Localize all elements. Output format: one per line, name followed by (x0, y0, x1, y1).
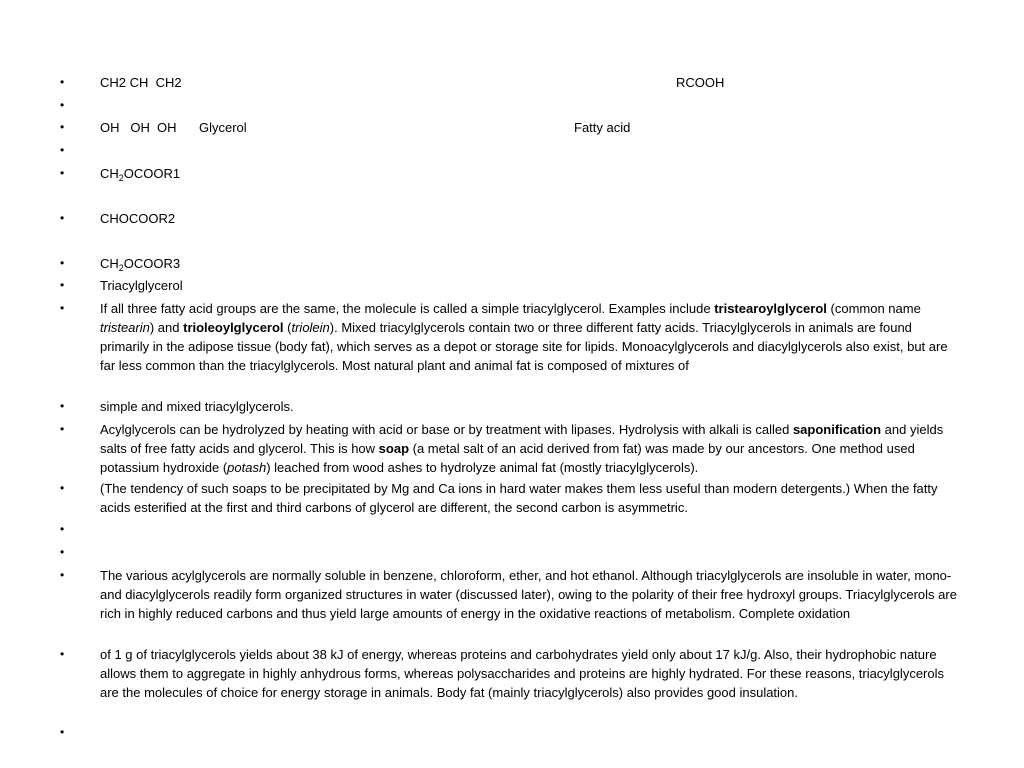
bullet-glyph: • (60, 75, 65, 89)
bullet-glyph: • (60, 422, 65, 436)
bullet-glyph: • (60, 143, 65, 157)
chocoor2-formula: CHOCOOR2 (100, 211, 176, 226)
bullet-glyph: • (60, 120, 65, 134)
bullet-glyph: • (60, 278, 65, 292)
bullet-glyph: • (60, 301, 65, 315)
paragraph-saponification: Acylglycerols can be hydrolyzed by heating with acid or base or by treatment with lipases. Hydrolysis with alkali is called saponification and yields salts of free fatty acids and glycerol. This is how soap (a metal salt of an acid derived from fat) was made by our ancestors. One method used potassium hydroxide (potash) leached from wood ashes to hydrolyze animal fat (mostly triacylglycerols). (100, 422, 944, 475)
bullet-glyph: • (60, 399, 65, 413)
paragraph-soaps-hard-water: (The tendency of such soaps to be precipitated by Mg and Ca ions in hard water makes them less useful than modern detergents.) When the fatty acids esterified at the first and third carbons of glycerol are different, the second carbon is asymmetric. (100, 481, 938, 515)
hydroxyl-groups-label: OH OH OH (100, 120, 177, 135)
bullet-glyph: • (60, 647, 65, 661)
bullet-glyph: • (60, 166, 65, 180)
bullet-glyph: • (60, 725, 65, 739)
bullet-glyph: • (60, 568, 65, 582)
glycerol-backbone-label: CH2 CH CH2 (100, 75, 182, 90)
triacylglycerol-label: Triacylglycerol (100, 278, 183, 293)
bullet-glyph: • (60, 211, 65, 225)
ch2ocoor3-formula: $CH_2OCOOR3$ (100, 256, 181, 273)
paragraph-solubility: The various acylglycerols are normally soluble in benzene, chloroform, ether, and hot ethanol. Although triacylglycerols are insoluble in water, mono- and diacylglycerols readily form organized structures in water (discussed later), owing to the polarity of their free hydroxyl groups. Triacylglycerols are rich in highly reduced carbons and thus yield large amounts of energy in the oxidative reactions of metabolism. Complete oxidation (100, 568, 957, 621)
bullet-glyph: • (60, 256, 65, 270)
paragraph-simple-triacylglycerol: If all three fatty acid groups are the same, the molecule is called a simple triacylglycerol. Examples include tristearoylglycerol (common name tristearin) and trioleoylglycerol (triolein). Mixed triacylglycerols contain two or three different fatty acids. Triacylglycerols in animals are found primarily in the adipose tissue (body fat), which serves as a depot or storage site for lipids. Monoacylglycerols and diacylglycerols also exist, but are far less common than the triacylglycerols. Most natural plant and animal fat is composed of mixtures of (100, 301, 948, 373)
rcooh-label: RCOOH (676, 75, 725, 90)
paragraph-energy-storage: of 1 g of triacylglycerols yields about 38 kJ of energy, whereas proteins and carbohydrates yield only about 17 kJ/g. Also, their hydrophobic nature allows them to aggregate in highly anhydrous forms, whereas polysaccharides and proteins are highly hydrated. For these reasons, triacylglycerols are the molecules of choice for energy storage in animals. Body fat (mainly triacylglycerols) also provides good insulation. (100, 647, 944, 700)
bullet-glyph: • (60, 545, 65, 559)
bullet-glyph: • (60, 522, 65, 536)
paragraph-simple-mixed: simple and mixed triacylglycerols. (100, 399, 294, 414)
bullet-glyph: • (60, 98, 65, 112)
bullet-glyph: • (60, 481, 65, 495)
glycerol-label: Glycerol (199, 120, 247, 135)
fatty-acid-label: Fatty acid (574, 120, 631, 135)
ch2ocoor1-formula: $CH_2OCOOR1$ (100, 166, 181, 183)
